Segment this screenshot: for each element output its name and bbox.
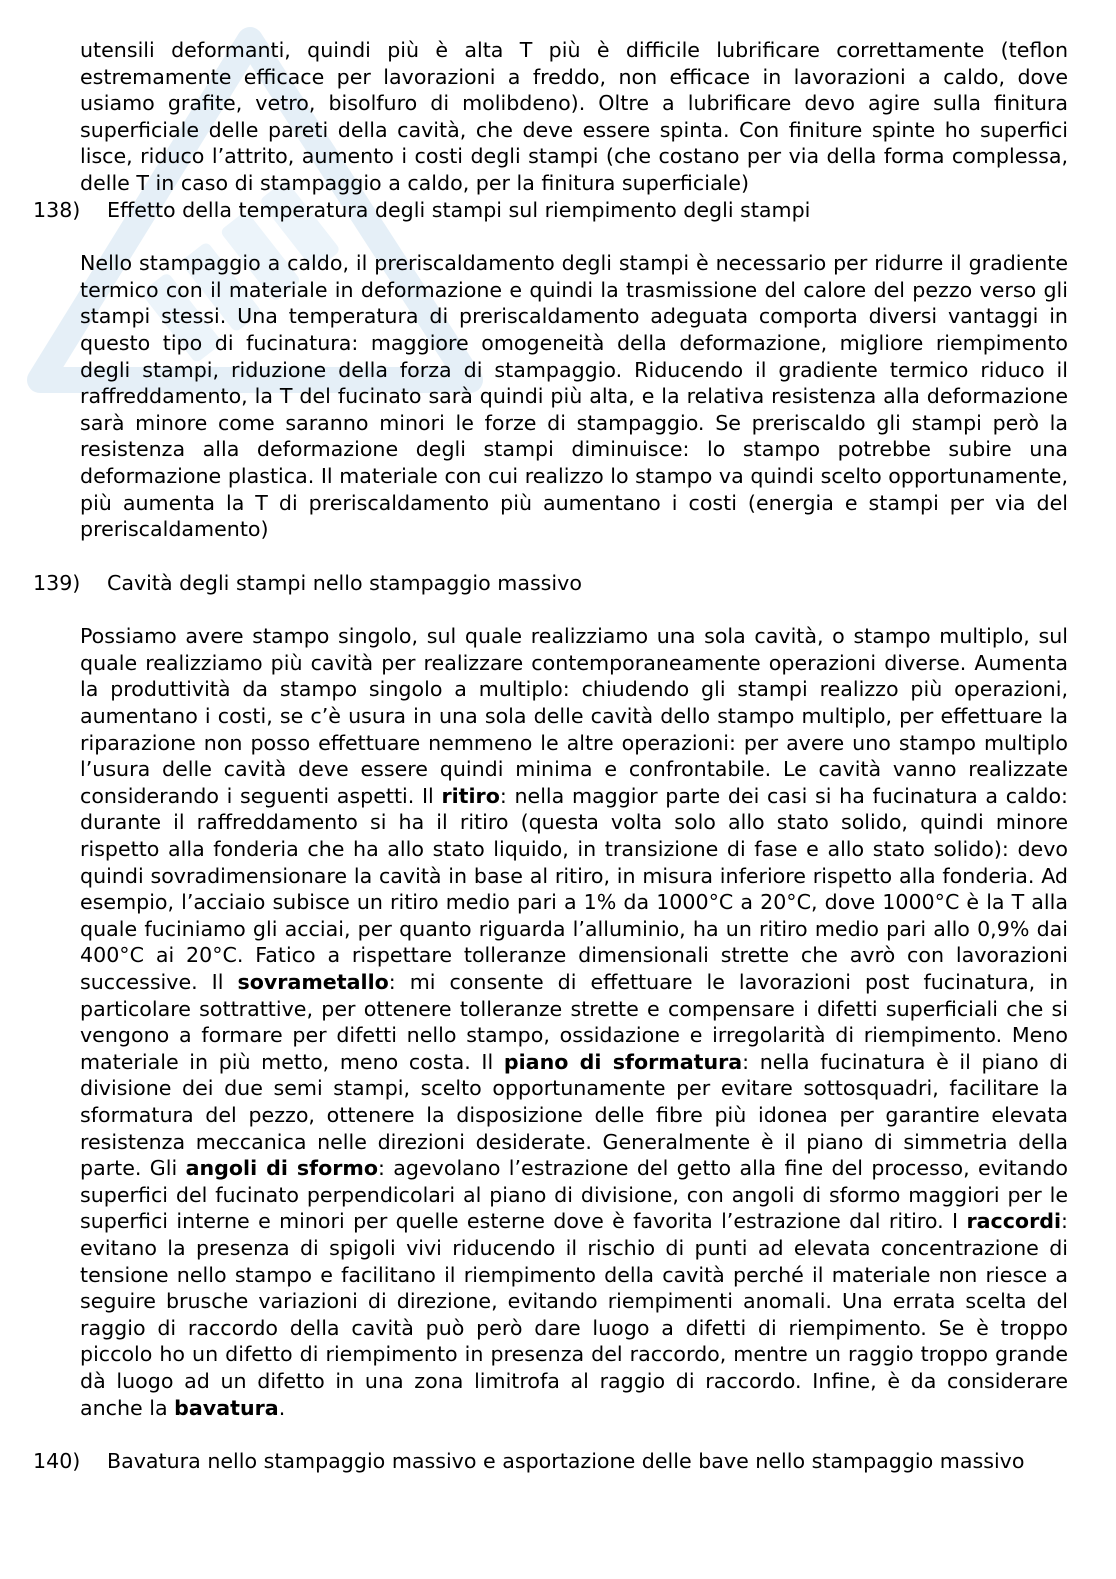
section-number: 138) [33, 197, 81, 222]
section-title: Cavità degli stampi nello stampaggio massivo [107, 570, 582, 595]
section-title: Bavatura nello stampaggio massivo e asportazione delle bave nello stampaggio massivo [107, 1449, 1025, 1474]
section-heading [33, 570, 1116, 597]
intro-paragraph [80, 37, 1068, 197]
text-run: . [278, 1395, 286, 1420]
section-number: 140) [33, 1449, 81, 1474]
bold-term: raccordi [966, 1209, 1062, 1234]
section-body [80, 623, 1068, 1421]
text-run: : nella fucinatura è il piano di divisione dei due semi stampi, scelto opportunamente per evitare sottosquadri, facilitare la sformatura del pezzo, ottenere la disposizione delle fibre più idonea per garantire elevata resistenza meccanica nelle direzioni desiderate. Generalmente è il piano di simmetria della parte. Gli [80, 1049, 1068, 1181]
section-140 [0, 1448, 1116, 1475]
section-title: Effetto della temperatura degli stampi sul riempimento degli stampi [107, 197, 811, 222]
text-run: : evitano la presenza di spigoli vivi riducendo il rischio di punti ad elevata concentrazione di tensione nello stampo e facilitano il riempimento della cavità perché il materiale non riesce a seguire brusche variazioni di direzione, evitando riempimenti anomali. Una errata scelta del raggio di raccordo della cavità può però dare luogo a difetti di riempimento. Se è troppo piccolo ho un difetto di riempimento in presenza del raccordo, mentre un raggio troppo grande dà luogo ad un difetto in una zona limitrofa al raggio di raccordo. Infine, è da considerare anche la [80, 1209, 1068, 1420]
section-number: 139) [33, 570, 81, 595]
text-run: : mi consente di effettuare le lavorazioni post fucinatura, in particolare sottrattive, per ottenere tolleranze strette e compensare i difetti superficiali che si vengono a formare per difetti nello stampo, ossidazione e irregolarità di riempimento. Meno materiale in più metto, meno costa. Il [80, 970, 1068, 1074]
bold-term: bavatura [174, 1395, 279, 1420]
bold-term: ritiro [441, 783, 500, 808]
section-138 [0, 197, 1116, 543]
text-run: utensili deformanti, quindi più è alta T più è difficile lubrificare correttamente (teflon estremamente efficace per lavorazioni a freddo, non efficace in lavorazioni a caldo, dove usiamo grafite, vetro, bisolfuro di molibdeno). Oltre a lubrificare devo agire sulla finitura superficiale delle pareti della cavità, che deve essere spinta. Con finiture spinte ho superfici lisce, riduco l’attrito, aumento i costi degli stampi (che costano per via della forma complessa, delle T in caso di stampaggio a caldo, per la finitura superficiale) [80, 38, 1068, 195]
bold-term: sovrametallo [237, 970, 389, 994]
section-heading [33, 1448, 1116, 1475]
text-run: : agevolano l’estrazione del getto alla fine del processo, evitando superfici del fucinato perpendicolari al piano di divisione, con angoli di sformo maggiori per le superfici interne e minori per quelle esterne dove è favorita l’estrazione dal ritiro. I [80, 1156, 1068, 1234]
text-run: Possiamo avere stampo singolo, sul quale realizziamo una sola cavità, o stampo multiplo, sul quale realizziamo più cavità per realizzare contemporaneamente operazioni diverse. Aumenta la produttività da stampo singolo a multiplo: chiudendo gli stampi realizzo più operazioni, aumentano i costi, se c’è usura in una sola delle cavità dello stampo multiplo, per effettuare la riparazione non posso effettuare nemmeno le altre operazioni: per avere uno stampo multiplo l’usura delle cavità deve essere quindi minima e confrontabile. Le cavità vanno realizzate considerando i seguenti aspetti. Il [80, 624, 1068, 808]
bold-term: angoli di sformo [185, 1156, 379, 1181]
bold-term: piano di sformatura [503, 1049, 743, 1074]
section-body [80, 250, 1068, 543]
section-heading [33, 197, 1116, 224]
section-139 [0, 570, 1116, 1421]
text-run: Nello stampaggio a caldo, il preriscaldamento degli stampi è necessario per ridurre il gradiente termico con il materiale in deformazione e quindi la trasmissione del calore del pezzo verso gli stampi stessi. Una temperatura di preriscaldamento adeguata comporta diversi vantaggi in questo tipo di fucinatura: maggiore omogeneità della deformazione, migliore riempimento degli stampi, riduzione della forza di stampaggio. Riducendo il gradiente termico riduco il raffreddamento, la T del fucinato sarà quindi più alta, e la relativa resistenza alla deformazione sarà minore come saranno minori le forze di stampaggio. Se preriscaldo gli stampi però la resistenza alla deformazione degli stampi diminuisce: lo stampo potrebbe subire una deformazione plastica. Il materiale con cui realizzo lo stampo va quindi scelto opportunamente, più aumenta la T di preriscaldamento più aumentano i costi (energia e stampi per via del preriscaldamento) [80, 251, 1068, 542]
text-run: : nella maggior parte dei casi si ha fucinatura a caldo: durante il raffreddamento si ha il ritiro (questa volta solo allo stato solido, quindi minore rispetto alla fonderia che ha allo stato liquido, in transizione di fase e allo stato solido): devo quindi sovradimensionare la cavità in base al ritiro, in misura inferiore rispetto alla fonderia. Ad esempio, l’acciaio subisce un ritiro medio pari a 1% da 1000°C a 20°C, dove 1000°C è la T alla quale fuciniamo gli acciai, per quanto riguarda l’alluminio, ha un ritiro medio pari allo 0,9% dai 400°C ai 20°C. Fatico a rispettare tolleranze dimensionali strette che avrò con lavorazioni successive. Il [80, 783, 1068, 994]
